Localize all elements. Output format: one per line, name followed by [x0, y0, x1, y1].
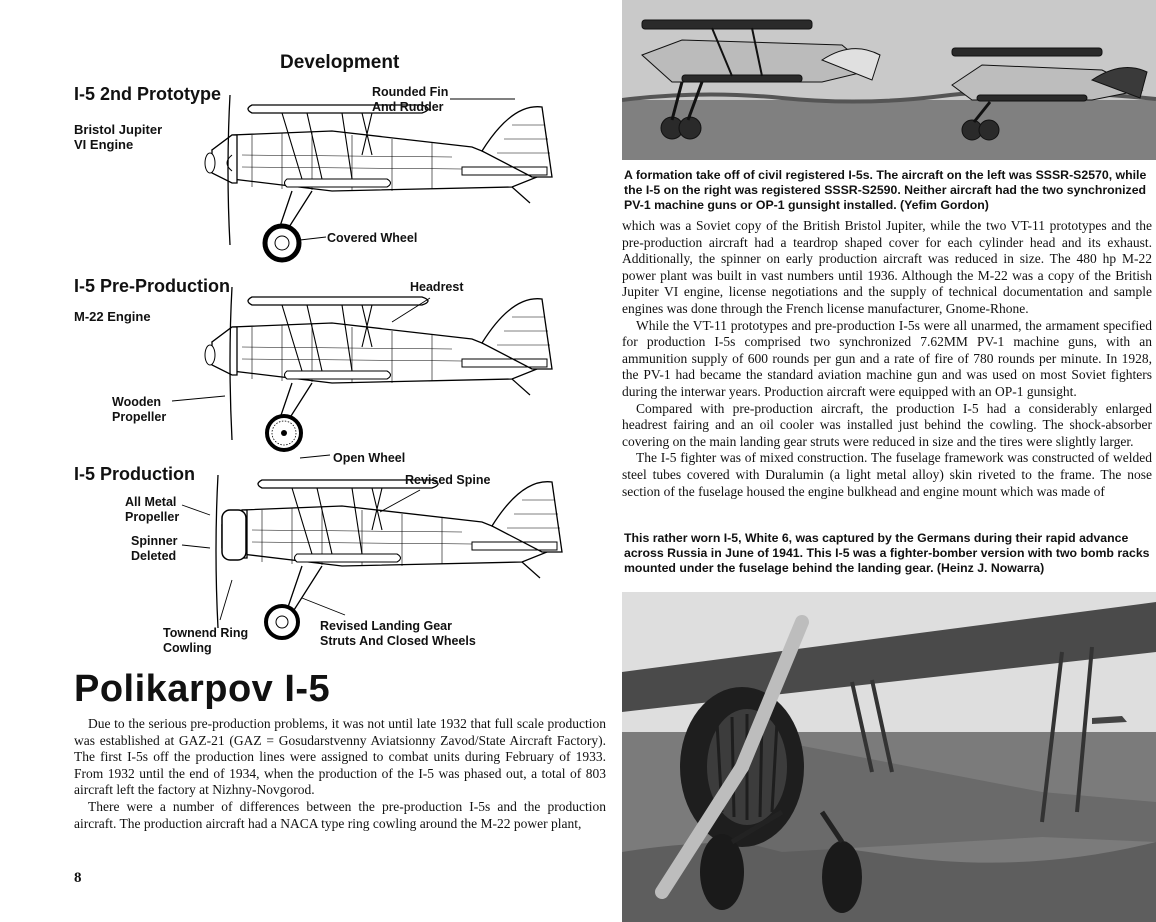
preproduction-title: I-5 Pre-Production	[74, 276, 231, 296]
right-body-text	[622, 218, 1152, 500]
prototype-engine-label: Bristol Jupiter VI Engine	[74, 122, 163, 152]
right-paragraph-3: Compared with pre-production aircraft, the production I-5 had a considerably enlarged headrest fairing and an oil cooler was installed just behind the cowling. The shock-absorber covering on the main landing gear struts were reduced in size and the tires were slightly larger.	[622, 400, 1152, 449]
production-drawing	[222, 480, 562, 638]
development-heading: Development	[280, 52, 400, 73]
callout-townend-ring: Townend Ring Cowling	[163, 626, 249, 655]
page-title: Polikarpov I-5	[74, 668, 331, 710]
callout-spinner-deleted: Spinner Deleted	[131, 534, 178, 563]
right-paragraph-2: While the VT-11 prototypes and pre-production I-5s were all unarmed, the armament specified for production I-5s comprised two synchronized 7.62MM PV-1 machine guns, with an ammunition supply of 600 rounds per gun and a rate of fire of 780 rounds per minute. In 1928, the PV-1 had became the standard aviation machine gun and was used on most Soviet fighters during the interwar years. Production aircraft were equipped with an OP-1 gunsight.	[622, 317, 1152, 399]
left-paragraph-2: There were a number of differences between the pre-production I-5s and the production aircraft. The production aircraft had a NACA type ring cowling around the M-22 power plant,	[74, 798, 606, 831]
bottom-photo-caption: This rather worn I-5, White 6, was captured by the Germans during their rapid advance across Russia in June of 1941. This I-5 was a fighter-bomber version with two bomb racks mounted under the fuselage behind the landing gear. (Heinz J. Nowarra)	[624, 531, 1150, 575]
callout-revised-landing-gear: Revised Landing Gear Struts And Closed Wheels	[320, 619, 476, 648]
top-photo-caption: A formation take off of civil registered I-5s. The aircraft on the left was SSSR-S2570, while the I-5 on the right was registered SSSR-S2590. Neither aircraft had the two synchronized PV-1 machine guns or OP-1 gunsight installed. (Yefim Gordon)	[624, 168, 1147, 212]
callout-rounded-fin: Rounded Fin And Rudder	[372, 85, 449, 114]
captured-i5-photo	[622, 592, 1156, 922]
prototype-title: I-5 2nd Prototype	[74, 84, 222, 104]
production-title: I-5 Production	[74, 464, 195, 484]
preproduction-engine-label: M-22 Engine	[74, 309, 151, 324]
callout-wooden-propeller: Wooden Propeller	[112, 395, 167, 424]
left-body-text	[74, 716, 606, 832]
formation-takeoff-photo	[622, 0, 1156, 160]
callout-open-wheel: Open Wheel	[333, 451, 406, 465]
callout-revised-spine: Revised Spine	[405, 473, 491, 487]
left-paragraph-1: Due to the serious pre-production problems, it was not until late 1932 that full scale production was established at GAZ-21 (GAZ = Gosudarstvenny Aviatsionny Zavod/State Aircraft Factory). The first I-5s off the production lines were assigned to combat units during February of 1933. From 1932 until the end of 1934, when the production of the I-5 was phased out, a total of 803 aircraft left the factory at Nizhny-Novgorod.	[74, 716, 606, 798]
callout-covered-wheel: Covered Wheel	[327, 231, 418, 245]
preproduction-drawing	[205, 297, 552, 450]
right-paragraph-4: The I-5 fighter was of mixed construction. The fuselage framework was constructed of welded steel tubes covered with Duralumin (a light metal alloy) skin riveted to the frame. The nose section of the fuselage housed the engine bulkhead and engine mount which was made of	[622, 450, 1152, 499]
callout-headrest: Headrest	[410, 280, 464, 294]
callout-all-metal-propeller: All Metal Propeller	[125, 495, 180, 524]
right-paragraph-1: which was a Soviet copy of the British Bristol Jupiter, while the two VT-11 prototypes and the pre-production aircraft had a teardrop shaped cover for each cylinder head and its exhaust. Additionally, the spinner on early production aircraft was reduced in size. The 480 hp M-22 power plant was built in vast numbers until 1936. Although the M-22 was a copy of the British Jupiter VI engine, license negotiations and the supply of technical documentation and sample engines was done through the French license manufacturer, Gnome-Rhone.	[622, 218, 1152, 316]
production-propeller	[216, 475, 218, 628]
page-number: 8	[74, 870, 82, 886]
